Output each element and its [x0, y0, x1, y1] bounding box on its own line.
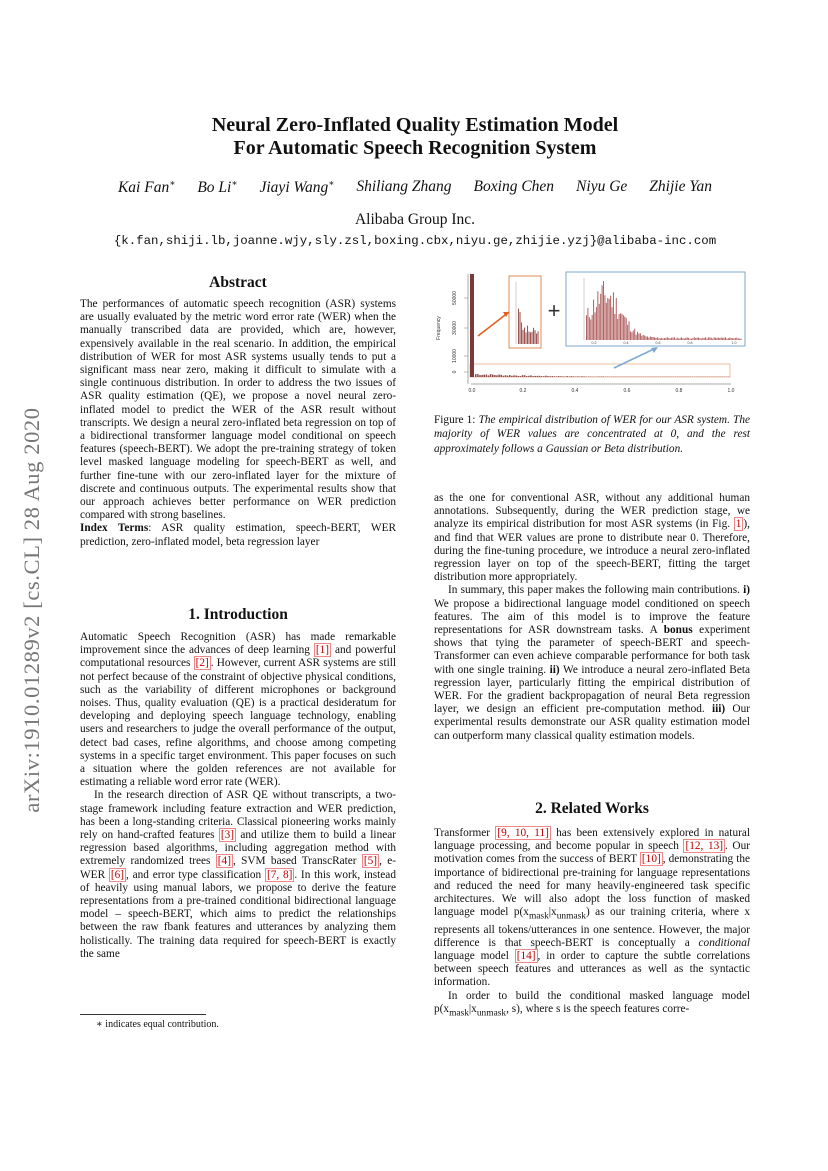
histogram-bar: [630, 331, 631, 340]
histogram-bar: [518, 376, 519, 377]
histogram-bar: [484, 375, 485, 377]
author: Zhijie Yan: [649, 178, 713, 195]
right-paragraph-1: as the one for conventional ASR, without any additional human annotations. Subsequently, during the WER prediction stage, we analyze its empirical distribution for most ASR systems (in Fig. 1 ), and find that WER values are prone to distribute near 0. Therefore, during the fine-tuning procedure, we introduce a neural zero-inflated regression layer on top of the speech-BERT, fitting the target distribution more appropriately.: [434, 492, 750, 584]
histogram-bar: [657, 337, 658, 340]
title-line-1: Neural Zero-Inflated Quality Estimation Model: [211, 114, 619, 136]
x-tick-label: 0.6: [623, 388, 631, 394]
histogram-bar: [616, 298, 617, 340]
y-axis-label: Frequency: [436, 316, 442, 340]
histogram-bar: [596, 307, 597, 340]
histogram-bar: [653, 337, 654, 340]
author: Kai Fan∗: [117, 178, 176, 197]
histogram-bar: [682, 338, 683, 340]
x-tick-label: 0.4: [571, 388, 579, 394]
histogram-bar: [613, 292, 614, 340]
histogram-bar: [711, 338, 712, 340]
histogram-bar: [644, 335, 645, 340]
histogram-bar: [705, 337, 706, 340]
figure-ref-link[interactable]: 1: [735, 518, 742, 531]
footnote-rule: [80, 1014, 206, 1015]
histogram-bar: [532, 332, 533, 344]
histogram-bar: [640, 333, 641, 340]
histogram-bar: [589, 317, 590, 340]
histogram-bar: [636, 335, 637, 340]
histogram-bar: [724, 338, 725, 340]
histogram-bar: [650, 337, 651, 340]
histogram-bar: [631, 332, 632, 340]
histogram-bar: [526, 333, 527, 344]
histogram-bar: [537, 376, 538, 377]
histogram-bar: [692, 338, 693, 340]
histogram-bar: [592, 315, 593, 340]
histogram-bar: [719, 338, 720, 340]
histogram-bar: [722, 338, 723, 340]
y-tick-label: 30000: [452, 321, 458, 335]
abstract-body: [80, 298, 396, 549]
histogram-bar: [667, 337, 668, 340]
histogram-bar: [569, 376, 570, 377]
histogram-bar: [704, 338, 705, 340]
histogram-bar: [515, 375, 516, 377]
histogram-bar: [699, 338, 700, 340]
citation-link[interactable]: [4]: [217, 855, 231, 868]
histogram-bar: [547, 376, 548, 377]
histogram-bar: [612, 307, 613, 340]
related-paragraph-1: Transformer [9, 10, 11] has been extensively explored in natural language processing, and become popular in speech [12, 13] . Our motivation comes from the success of BERT [10] , demonstrating the importance of bidirectional pre-training for language representations and reduced the need for many heavily-engineered task specific architectures. We will also adopt the loss function of masked language model $p(x_{mask}|x_{unmask})$ as our training criteria, where x represents all tokens/utterances in one sentence. However, the major difference is that speech-BERT is conceptually a conditional language model [14] , in order to capture the subtle correlations between speech features and utterances as well as the syntactic information.: [434, 827, 751, 989]
histogram-bar: [678, 338, 679, 340]
histogram-bar: [726, 339, 727, 340]
histogram-bar: [586, 315, 587, 340]
histogram-bar: [577, 376, 578, 377]
histogram-bar: [610, 296, 611, 340]
histogram-bar: [600, 294, 601, 340]
citation-link[interactable]: [14]: [516, 950, 536, 963]
citation-link[interactable]: [1]: [315, 644, 330, 657]
histogram-bar: [486, 375, 487, 377]
intro-body: [80, 631, 396, 961]
citation-link[interactable]: [6]: [110, 868, 125, 881]
histogram-bar: [694, 337, 695, 340]
histogram-bar: [556, 376, 557, 377]
histogram-bar: [698, 338, 699, 340]
histogram-bar: [660, 338, 661, 340]
histogram-bar: [690, 339, 691, 340]
histogram-bar: [602, 285, 603, 340]
citation-link[interactable]: [3]: [220, 829, 235, 842]
histogram-bar: [697, 338, 698, 340]
histogram-bar: [629, 321, 630, 340]
histogram-bar: [614, 314, 615, 340]
y-tick-label: 0: [452, 370, 458, 374]
tail-bars: [475, 374, 729, 377]
histogram-bar: [526, 376, 527, 377]
histogram-bar: [674, 337, 675, 340]
histogram-bar: [609, 299, 610, 340]
histogram-bar: [670, 338, 671, 340]
arxiv-watermark: [14, 360, 50, 860]
histogram-bar: [573, 376, 574, 377]
histogram-bar: [492, 375, 493, 377]
histogram-bar: [554, 376, 555, 377]
histogram-bar: [617, 319, 618, 340]
histogram-bar: [668, 338, 669, 340]
histogram-bar: [718, 338, 719, 340]
figure-caption: Figure 1: The empirical distribution of WER for our ASR system. The majority of WER values are concentrated at 0, and the rest approximately follows a Gaussian or Beta distribution.: [434, 414, 750, 455]
histogram-bar: [597, 291, 598, 340]
y-tick-label: 10000: [452, 349, 458, 363]
histogram-bar: [716, 338, 717, 340]
histogram-bar: [648, 338, 649, 340]
paper-title: [120, 114, 710, 160]
histogram-bar: [513, 375, 514, 377]
histogram-bar: [562, 376, 563, 377]
histogram-bar: [581, 376, 582, 377]
index-terms: Index Terms: ASR quality estimation, speech-BERT, WER prediction, zero-inflated model, beta regression layer: [80, 522, 397, 548]
histogram-bar: [680, 338, 681, 340]
histogram-bar: [524, 328, 525, 345]
author: Shiliang Zhang: [356, 178, 452, 195]
histogram-bar: [552, 376, 553, 377]
histogram-bar: [543, 376, 544, 377]
histogram-bar: [590, 320, 591, 340]
histogram-bar: [520, 376, 521, 377]
histogram-bar: [481, 375, 482, 377]
histogram-bar: [599, 304, 600, 340]
histogram-bar: [509, 375, 510, 377]
histogram-bar: [634, 329, 635, 340]
histogram-bar: [498, 375, 499, 377]
author: Bo Li∗: [197, 178, 238, 197]
histogram-bar: [539, 376, 540, 377]
histogram-bar: [675, 339, 676, 340]
histogram-bar: [646, 336, 647, 340]
histogram-bar: [606, 303, 607, 340]
histogram-bar: [643, 335, 644, 340]
histogram-bar: [654, 337, 655, 340]
histogram-bar: [560, 376, 561, 377]
intro-paragraph-1: Automatic Speech Recognition (ASR) has made remarkable improvement since the advances of deep learning [1] and powerful computational resources [2] . However, current ASR systems are still not perfect because of the constraint of objective physical conditions, such as the variability of different microphones or background noises. Thus, quality evaluation (QE) is a practical desideratum for developing and deploying speech language technology, enabling users and researchers to judge the overall performance of the output, detect bad cases, refine algorithms, and choose among competing systems in a specific target environment. This paper focuses on such a situation where the golden references are not available for estimating a reliable word error rate (WER).: [80, 631, 397, 789]
histogram-bar: [731, 338, 732, 340]
histogram-bar: [626, 318, 627, 340]
histogram-bar: [688, 338, 689, 340]
tail-inset-box: [566, 272, 745, 346]
histogram-bar: [647, 337, 648, 341]
histogram-bar: [741, 339, 742, 340]
histogram-bar: [729, 338, 730, 340]
histogram-bar: [673, 338, 674, 340]
histogram-bar: [714, 337, 715, 340]
histogram-bar: [684, 339, 685, 340]
author-list: [90, 178, 740, 197]
histogram-bar: [658, 338, 659, 340]
histogram-bar: [595, 312, 596, 340]
histogram-bar: [671, 338, 672, 340]
histogram-bar: [663, 338, 664, 340]
histogram-bar: [624, 317, 625, 340]
histogram-bar: [736, 338, 737, 340]
wer-histogram-figure: [434, 268, 750, 400]
histogram-bar: [549, 376, 550, 377]
histogram-bar: [587, 308, 588, 340]
histogram-bar: [530, 375, 531, 377]
tail-arrow: [614, 348, 656, 368]
histogram-bar: [535, 376, 536, 377]
histogram-bar: [709, 337, 710, 340]
histogram-bar: [621, 314, 622, 340]
right-column-body: [434, 492, 750, 743]
histogram-bar: [604, 295, 605, 340]
intro-heading: 1. Introduction: [188, 606, 288, 623]
histogram-bar: [738, 338, 739, 340]
histogram-bar: [681, 337, 682, 340]
citation-link[interactable]: [2]: [195, 657, 209, 670]
histogram-bar: [661, 338, 662, 340]
histogram-bar: [691, 339, 692, 340]
histogram-bar: [494, 375, 495, 377]
arxiv-id: arXiv:1910.01289v2 [cs.CL] 28 Aug 2020: [19, 407, 44, 813]
histogram-bar: [529, 332, 530, 344]
x-tick-label: 0.0: [468, 388, 476, 394]
histogram-bar: [677, 338, 678, 340]
histogram-bar: [524, 375, 525, 377]
author: Niyu Ge: [576, 178, 628, 195]
inset-x-tick-label: 0.4: [623, 341, 629, 345]
histogram-bar: [522, 375, 523, 377]
inset-x-tick-label: 0.2: [591, 341, 597, 345]
histogram-bar: [603, 281, 604, 340]
right-paragraph-2: In summary, this paper makes the following main contributions. i) We propose a bidirectional language model conditioned on speech features. The aim of this model is to improve the feature representations for ASR downstream tasks. A bonus experiment shows that tying the parameter of speech-BERT and speech-Transformer can even achieve comparable performance for both task with one single training. ii) We introduce a neural zero-inflated Beta regression layer, particularly fitting the empirical distribution of WER. For the gradient backpropagation of neural Beta regression layer, we design an efficient pre-computation method. iii) Our experimental results demonstrate our ASR quality estimation model can outperform many classical quality estimation models.: [434, 584, 750, 742]
histogram-bar: [707, 339, 708, 340]
histogram-bar: [583, 376, 584, 377]
histogram-bar: [732, 338, 733, 340]
histogram-bar: [533, 328, 534, 344]
histogram-bar: [503, 376, 504, 377]
citation-link[interactable]: [5]: [363, 855, 378, 868]
inset-x-tick-label: 0.6: [655, 341, 661, 345]
affiliation: Alibaba Group Inc.: [354, 211, 476, 228]
x-tick-label: 0.8: [675, 388, 683, 394]
plus-symbol: +: [547, 298, 561, 323]
histogram-bar: [579, 376, 580, 377]
histogram-bar: [664, 338, 665, 340]
histogram-bar: [535, 330, 536, 344]
histogram-bar: [501, 375, 502, 377]
footnote: ∗ indicates equal contribution.: [96, 1019, 219, 1030]
histogram-bar: [687, 337, 688, 340]
histogram-bar: [536, 334, 537, 344]
histogram-bar: [505, 375, 506, 377]
histogram-bar: [739, 339, 740, 340]
histogram-bar: [733, 338, 734, 340]
histogram-bar: [715, 338, 716, 340]
histogram-bar: [479, 375, 480, 377]
intro-paragraph-2: In the research direction of ASR QE without transcripts, a two-stage framework including feature extraction and WER prediction, has been a long-standing criteria. Classical pioneering works mainly rely on hand-crafted features [3] and utilize them to build a linear regression based algorithms, including aggregation method with extremely randomized trees [4] , SVM based TranscRater [5] , e-WER [6] , and error type classification [7, 8] . In this work, instead of heavily using manual labors, we propose to derive the feature representations from a pre-trained conditional bidirectional language model – speech-BERT, which aims to predict the relationships between the raw fbank features and utterances by analyzing them holistically. The training data required for speech-BERT is exactly the same: [80, 789, 397, 960]
histogram-bar: [695, 338, 696, 340]
x-tick-label: 1.0: [727, 388, 735, 394]
histogram-bar: [593, 300, 594, 340]
histogram-bar: [633, 331, 634, 340]
histogram-bar: [728, 338, 729, 340]
histogram-bar: [530, 332, 531, 344]
related-paragraph-2: In order to build the conditional masked language model $p(x_{mask}|x_{unmask}$, s), where s is the speech features corre-: [434, 989, 750, 1019]
histogram-bar: [541, 376, 542, 377]
histogram-bar: [520, 312, 521, 344]
histogram-bar: [528, 376, 529, 377]
histogram-bar: [702, 338, 703, 340]
abstract-text: The performances of automatic speech recognition (ASR) systems are usually evaluated by the metric word error rate (WER) when the manually transcribed data are provided, which are, however, expensively available in the real scenario. In addition, the empirical distribution of WER for most ASR systems usually tends to put a significant mass near zero, making it difficult to simulate with a single continuous distribution. In order to address the two issues of ASR quality estimation (QE), we propose a novel neural zero-inflated model to predict the WER of the ASR result without transcripts. We design a neural zero-inflated beta regression on top of a bidirectional transformer language model conditional on speech features (speech-BERT). We adopt the pre-training strategy of token level masked language modeling for speech-BERT as well, and further fine-tune with our zero-inflated layer for the mixture of discrete and continuous outputs. The experimental results show that our approach achieves better performance on WER prediction compared with strong baselines.: [80, 298, 396, 522]
histogram-bar: [708, 337, 709, 340]
histogram-bar: [735, 338, 736, 340]
histogram-bar: [665, 338, 666, 340]
histogram-bar: [603, 376, 604, 377]
inset-x-tick-label: 1.0: [731, 341, 737, 345]
histogram-bar: [496, 375, 497, 377]
citation-link[interactable]: [9, 10, 11]: [497, 827, 549, 839]
author: Jiayi Wang∗: [259, 178, 335, 197]
histogram-bar: [655, 338, 656, 340]
histogram-bar: [637, 332, 638, 340]
related-works-body: [434, 827, 750, 1020]
histogram-bar: [619, 314, 620, 340]
author: Boxing Chen: [473, 178, 555, 195]
histogram-bar: [725, 337, 726, 340]
histogram-bar: [521, 322, 522, 344]
histogram-bar: [511, 376, 512, 377]
histogram-bar: [488, 375, 489, 377]
zero-spike-bar: [470, 274, 474, 377]
histogram-bar: [623, 315, 624, 340]
histogram-bar: [638, 333, 639, 340]
histogram-bar: [490, 374, 491, 377]
histogram-bar: [721, 338, 722, 340]
citation-link[interactable]: [10]: [641, 853, 661, 866]
author-emails: {k.fan,shiji.lb,joanne.wjy,sly.zsl,boxing.cbx,niyu.ge,zhijie.yzj}@alibaba-inc.com: [113, 234, 717, 248]
citation-link[interactable]: [12, 13]: [685, 840, 724, 853]
y-tick-label: 50000: [452, 291, 458, 305]
histogram-bar: [545, 376, 546, 377]
inset-x-tick-label: 0.8: [687, 341, 693, 345]
histogram-bar: [607, 298, 608, 340]
histogram-bar: [507, 376, 508, 377]
histogram-bar: [651, 337, 652, 340]
histogram-bar: [523, 330, 524, 344]
citation-link[interactable]: [7, 8]: [266, 868, 293, 881]
histogram-bar: [641, 336, 642, 340]
abstract-heading: Abstract: [209, 274, 267, 291]
title-line-2: For Automatic Speech Recognition System: [233, 137, 597, 159]
histogram-bar: [701, 339, 702, 340]
histogram-bar: [527, 326, 528, 344]
histogram-bar: [627, 325, 628, 340]
zoom-arrow: [478, 312, 509, 336]
histogram-bar: [566, 376, 567, 377]
histogram-bar: [477, 374, 478, 377]
histogram-bar: [685, 338, 686, 340]
histogram-bar: [571, 376, 572, 377]
histogram-bar: [538, 331, 539, 344]
histogram-bar: [475, 374, 476, 377]
histogram-bar: [532, 376, 533, 377]
related-works-heading: 2. Related Works: [535, 800, 649, 817]
histogram-bar: [518, 309, 519, 344]
tail-highlight-box: [470, 364, 730, 377]
x-tick-label: 0.2: [519, 388, 527, 394]
histogram-bar: [558, 376, 559, 377]
histogram-bar: [620, 313, 621, 340]
histogram-bar: [712, 339, 713, 340]
